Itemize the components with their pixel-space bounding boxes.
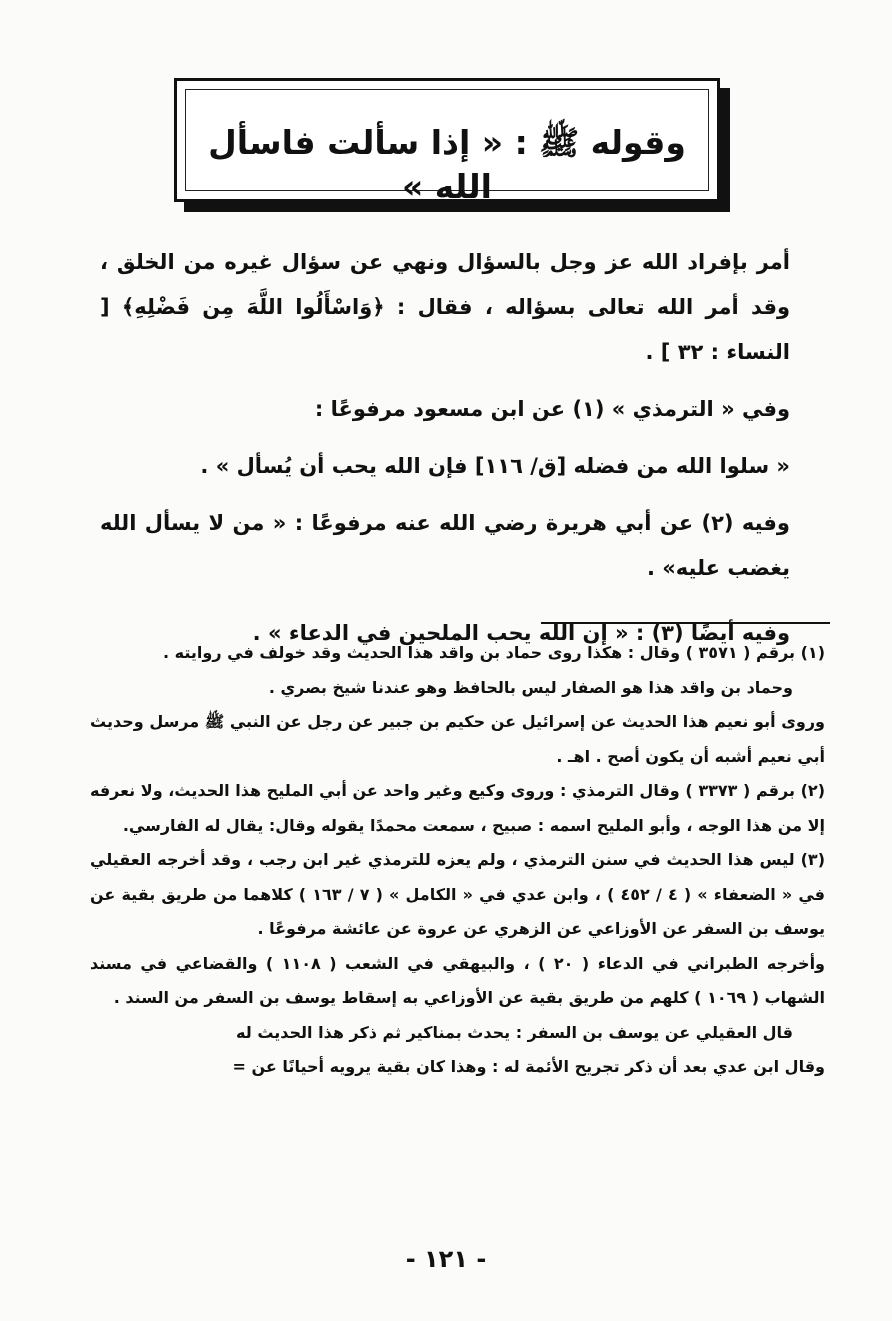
footnote-divider	[541, 622, 830, 624]
body-paragraph-1: أمر بإفراد الله عز وجل بالسؤال ونهي عن سؤال غيره من الخلق ، وقد أمر الله تعالى بسؤاله ، فقال : ﴿وَاسْأَلُوا اللَّهَ مِن فَضْلِهِ﴾ [ النساء : ٣٢ ] .	[100, 250, 790, 364]
main-text	[100, 240, 790, 656]
chapter-title: وقوله ﷺ : « إذا سألت فاسأل الله »	[208, 123, 686, 206]
footnote-1-line-3: وروى أبو نعيم هذا الحديث عن إسرائيل عن حكيم بن جبير عن رجل عن النبي ﷺ مرسل وحديث أبي نعيم أشبه أن يكون أصح . اهـ .	[90, 712, 825, 766]
footnote-1-line-1: (١) برقم ( ٣٥٧١ ) وقال : هكذا روى حماد بن واقد هذا الحديث وقد خولف في روايته .	[163, 643, 825, 662]
body-paragraph-2: وفي « الترمذي » (١) عن ابن مسعود مرفوعًا :	[314, 397, 790, 421]
footnote-3-para-1: (٣) ليس هذا الحديث في سنن الترمذي ، ولم يعزه للترمذي غير ابن رجب ، وقد أخرجه العقيلي في « الضعفاء » ( ٤ / ٤٥٢ ) ، وابن عدي في « الكامل » ( ٧ / ١٦٣ ) كلاهما من طريق بقية عن يوسف بن السفر عن الأوزاعي عن الزهري عن عروة عن عائشة مرفوعًا .	[90, 850, 826, 938]
footnote-3-para-4: وقال ابن عدي بعد أن ذكر تجريح الأئمة له : وهذا كان بقية يرويه أحيانًا عن =	[232, 1057, 825, 1076]
footnotes	[90, 636, 825, 1085]
footnote-3-para-2: وأخرجه الطبراني في الدعاء ( ٢٠ ) ، والبيهقي في الشعب ( ١١٠٨ ) والقضاعي في مسند الشهاب ( ١٠٦٩ ) كلهم من طريق بقية عن الأوزاعي به إسقاط يوسف بن السفر من السند .	[90, 953, 826, 1007]
body-paragraph-4: وفيه (٢) عن أبي هريرة رضي الله عنه مرفوعًا : « من لا يسأل الله يغضب عليه» .	[100, 511, 790, 580]
body-paragraph-5: وفيه أيضًا (٣) : « إن الله يحب الملحين في الدعاء » .	[252, 621, 790, 645]
body-paragraph-3: « سلوا الله من فضله [ق/ ١١٦] فإن الله يحب أن يُسأل » .	[200, 454, 790, 478]
title-box	[174, 78, 720, 206]
page-number: - ١٢١ -	[405, 1245, 487, 1273]
footnote-2: (٢) برقم ( ٣٣٧٣ ) وقال الترمذي : وروى وكيع وغير واحد عن أبي المليح هذا الحديث، ولا نعرفه إلا من هذا الوجه ، وأبو المليح اسمه : صبيح ، سمعت محمدًا يقوله وقال: يقال له الفارسي.	[90, 781, 825, 835]
footnote-3-para-3: قال العقيلي عن يوسف بن السفر : يحدث بمناكير ثم ذكر هذا الحديث له	[236, 1022, 793, 1042]
footnote-1-line-2: وحماد بن واقد هذا هو الصفار ليس بالحافظ وهو عندنا شيخ بصري .	[268, 677, 793, 697]
